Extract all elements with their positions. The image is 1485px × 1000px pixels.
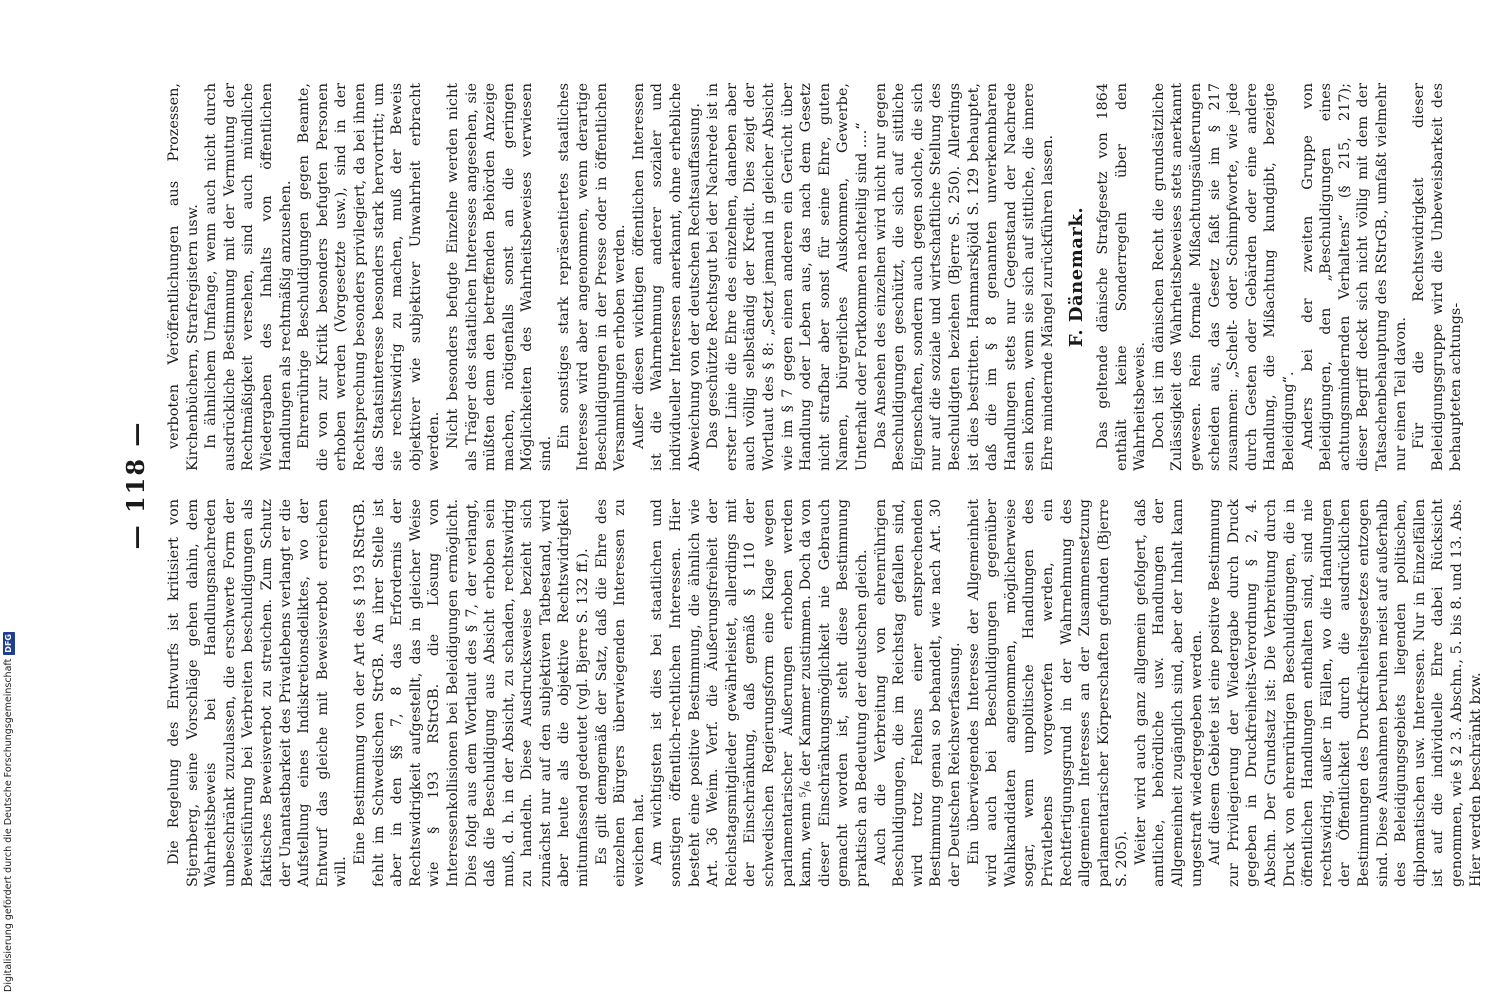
credit-text: Digitalisierung gefördert durch die Deutsche Forschungsgemeinschaft <box>3 658 14 992</box>
paragraph: Ein überwiegendes Interesse der Allgemeinheit wird auch bei Beschuldigungen gegenüber Wahlkandidaten angenommen, möglicherweise sogar, wenn unpolitische Handlungen des Privatlebens vorgeworfen werden, ein Rechtfertigungsgrund in der Wahrnehmung des allgemeinen Interesses an der Zusammensetzung parlamentarischer Körperschaften gefunden (Bjerre S. 205). <box>965 499 1131 887</box>
paragraph: Für die Rechtswidrigkeit dieser Beleidigungsgruppe wird die Unbeweisbarkeit des behaupteten achtungs- <box>1411 83 1465 471</box>
dfg-logo-icon: DFG <box>4 634 13 653</box>
paragraph: Doch ist im dänischen Recht die grundsätzliche Zulässigkeit des Wahrheitsbeweises stets anerkannt gewesen. Rein formale Mißachtungsäußerungen scheiden aus, das Gesetz faßt sie im § 217 zusammen: „Schelt- oder Schimpfworte, wie jede durch Gesten oder Gebärden oder eine andere Handlung, die Mißachtung kundgibt, bezeigte Beleidigung“. <box>1150 83 1298 471</box>
digitization-credit <box>2 600 16 992</box>
document-page <box>113 75 1484 895</box>
section-heading: F. Dänemark. <box>1065 206 1087 348</box>
paragraph: Nicht besonders befugte Einzelne werden nicht als Träger des staatlichen Interesses angesehen, sie müßten denn den betreffenden Behörden Anzeige machen, nötigenfalls sonst an die geringen Möglichkeiten des Wahrheitsbeweises verwiesen sind. <box>444 83 554 471</box>
paragraph: Auf diesem Gebiete ist eine positive Bestimmung zur Privilegierung der Wiedergabe durch Druck gegeben in Druckfreiheits-Verordnung § 2, 4. Abschn. Der Grundsatz ist: Die Verbreitung durch Druck von ehrenrührigen Beschuldigungen, die in öffentlichen Handlungen enthalten sind, sind nie rechtswidrig, außer in Fällen, wo die Handlungen der Öffentlichkeit durch die ausdrücklichen Bestimmungen des Druckfreiheitsgesetzes entzogen sind. Diese Ausnahmen beruhen meist auf außerhalb des Beleidigungsgebiets liegenden politischen, diplomatischen usw. Interessen. Nur in Einzelfällen ist auf die individuelle Ehre dabei Rücksicht genommen, wie § 2 3. Abschn., 5. bis 8. und 13. Abs. Hier werden beschränkt bzw. <box>1207 499 1484 887</box>
paragraph: Die Regelung des Entwurfs ist kritisiert von Stjernberg, seine Vorschläge gehen dahin, dem Wahrheitsbeweis bei Handlungsnachreden unbeschränkt zuzulassen, die erschwerte Form der Beweisführung bei Verbreiten beschuldigungen als faktisches Beweisverbot zu streichen. Zum Schutz der Unantastbarkeit des Privatlebens verlangt er die Aufstellung eines Indiskretionsdeliktes, wo der Entwurf das gleiche mit Beweisverbot erreichen will. <box>166 499 350 887</box>
right-column <box>165 83 1465 471</box>
paragraph: Es gilt demgemäß der Satz, daß die Ehre des einzelnen Bürgers überwiegenden Interessen zu weichen hat. <box>593 499 647 887</box>
paragraph: Auch die Verbreitung von ehrenrührigen Beschuldigungen, die im Reichstag gefallen sind, wird trotz Fehlens einer entsprechenden Bestimmung genau so behandelt, wie nach Art. 30 der Deutschen Reichsverfassung. <box>872 499 963 887</box>
page-number: — 118 — <box>121 420 150 550</box>
left-column <box>165 499 1484 887</box>
paragraph: verboten Veröffentlichungen aus Prozessen, Kirchenbüchern, Strafregistern usw. <box>166 83 201 471</box>
paragraph: Das geltende dänische Strafgesetz von 1864 enthält keine Sonderregeln über den Wahrheitsbeweis. <box>1095 83 1149 471</box>
paragraph: Das geschützte Rechtsgut bei der Nachrede ist in erster Linie die Ehre des einzelnen, daneben aber auch völlig selbständig der Kredit. Dies zeigt der Wortlaut des § 8: „Setzt jemand in gleicher Absicht wie im § 7 gegen einen anderen ein Gerücht über Handlung oder Leben aus, das nach dem Gesetz nicht strafbar aber sonst für seine Ehre, guten Namen, bürgerliches Auskommen, Gewerbe, Unterhalt oder Fortkommen nachteilig sind ....“ <box>705 83 870 471</box>
paragraph: In ähnlichem Umfange, wenn auch nicht durch ausdrückliche Bestimmung mit der Vermutung der Rechtmäßigkeit versehen, sind auch mündliche Wiedergaben des Inhalts von öffentlichen Handlungen als rechtmäßig anzusehen. <box>203 83 294 471</box>
paragraph: Weiter wird auch ganz allgemein gefolgert, daß amtliche, behördliche usw. Handlungen der Allgemeinheit zugänglich sind, aber der Inhalt kann ungestraft wiedergegeben werden. <box>1132 499 1205 887</box>
paragraph: Ehrenrührige Beschuldigungen gegen Beamte, die von zur Kritik besonders befugten Personen erhoben werden (Vorgesetzte usw.), sind in der Rechtsprechung besonders privilegiert, da bei ihnen das Staatsinteresse besonders stark hervortritt; um sie rechtswidrig zu machen, muß der Beweis objektiver wie subjektiver Unwahrheit erbracht werden. <box>296 83 443 471</box>
paragraph: Anders bei der zweiten Gruppe von Beleidigungen, den „Beschuldigungen eines achtungsmindernden Verhaltens“ (§ 215, 217); dieser Begriff deckt sich nicht völlig mit dem der Tatsachenbehauptung des RStrGB., umfaßt vielmehr nur einen Teil davon. <box>1299 83 1409 471</box>
paragraph: Eine Bestimmung von der Art des § 193 RStrGB. fehlt im Schwedischen StrGB. An ihrer Stelle ist aber in den §§ 7, 8 das Erfordernis der Rechtswidrigkeit aufgestellt, das in gleicher Weise wie § 193 RStrGB. die Lösung von Interessenkollisionen bei Beleidigungen ermöglicht. Dies folgt aus dem Wortlaut des § 7, der verlangt, daß die Beschuldigung aus Absicht erhoben sein muß, d. h. in der Absicht, zu schaden, rechtswidrig zu handeln. Diese Ausdrucksweise bezieht sich zunächst nur auf den subjektiven Tatbestand, wird aber heute als die objektive Rechtswidrigkeit mitumfassend gedeutet (vgl. Bjerre S. 132 ff.). <box>351 499 592 887</box>
paragraph: Das Ansehen des einzelnen wird nicht nur gegen Beschuldigungen geschützt, die sich auf sittliche Eigenschaften, sondern auch gegen solche, die sich nur auf die soziale und wirtschaftliche Stellung des Beschuldigten beziehen (Bjerre S. 250). Allerdings ist dies bestritten. Hammarskjöld S. 129 behauptet, daß die im § 8 genannten unverkennbaren Handlungen stets nur Gegenstand der Nachrede sein können, wenn sie sich auf sittliche, die innere Ehre mindernde Mängel zurückführen lassen. <box>872 83 1056 471</box>
paragraph: Außer diesen wichtigen öffentlichen Interessen ist die Wahrnehmung anderer sozialer und individueller Interessen anerkannt, ohne erhebliche Abweichung von der deutschen Rechtsauffassung. <box>630 83 703 471</box>
paragraph: Am wichtigsten ist dies bei staatlichen und sonstigen öffentlich-rechtlichen Interessen. Hier besteht eine positive Bestimmung, die ähnlich wie Art. 36 Weim. Verf. die Äußerungsfreiheit der Reichstagsmitglieder gewährleistet, allerdings mit der Einschränkung, daß gemäß § 110 der schwedischen Regierungsform eine Klage wegen parlamentarischer Äußerungen erhoben werden kann, wenn ⁵/₆ der Kammer zustimmen. Doch da von dieser Einschränkungsmöglichkeit nie Gebrauch gemacht worden ist, steht diese Bestimmung praktisch an Bedeutung der deutschen gleich. <box>649 499 870 887</box>
paragraph: Ein sonstiges stark repräsentiertes staatliches Interesse wird aber angenommen, wenn derartige Beschuldigungen in der Presse oder in öffentlichen Versammlungen erhoben werden. <box>556 83 629 471</box>
